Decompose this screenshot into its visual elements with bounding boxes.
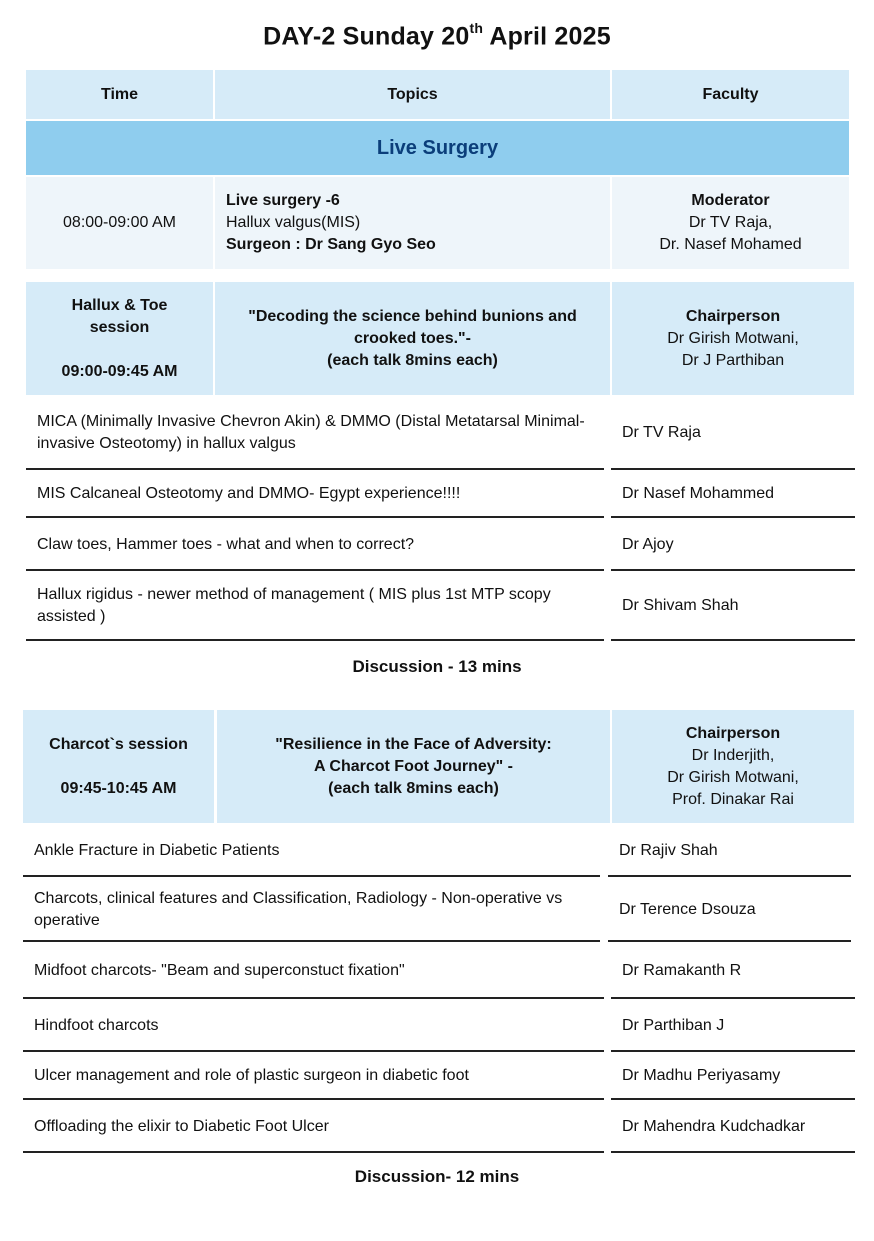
header-time — [26, 70, 213, 119]
charcot-chair-name-1: Dr Inderjith, — [691, 746, 775, 764]
hallux-session-name-1: Hallux & Toe — [71, 296, 168, 314]
header-topics-label: Topics — [387, 85, 438, 103]
charcot-session-time: 09:45-10:45 AM — [60, 779, 177, 797]
live-topic-surgeon: Surgeon : Dr Sang Gyo Seo — [226, 236, 436, 253]
table-row — [26, 573, 604, 641]
header-topics — [215, 70, 610, 119]
live-time-cell — [26, 177, 213, 269]
charcot-chair-name-3: Prof. Dinakar Rai — [672, 790, 794, 808]
title-text: DAY-2 Sunday 20 — [263, 22, 470, 51]
talk-faculty: Dr TV Raja — [622, 424, 701, 441]
talk-faculty: Dr Terence Dsouza — [619, 900, 756, 918]
talk-faculty-cell — [611, 472, 855, 518]
talk-topic: Ulcer management and role of plastic surgeon in diabetic foot — [34, 1067, 469, 1084]
live-time: 08:00-09:00 AM — [63, 214, 176, 231]
talk-faculty: Dr Nasef Mohammed — [622, 485, 775, 502]
talk-topic: Ankle Fracture in Diabetic Patients — [34, 841, 280, 859]
hallux-theme-3: (each talk 8mins each) — [327, 351, 498, 369]
live-faculty-cell — [612, 177, 849, 269]
charcot-theme-2: A Charcot Foot Journey" - — [314, 757, 513, 775]
live-topic-cell — [215, 177, 610, 269]
header-faculty — [612, 70, 849, 119]
header-time-label: Time — [100, 85, 139, 103]
live-faculty-role: Moderator — [691, 192, 770, 209]
table-row — [23, 944, 604, 999]
table-row — [23, 1054, 604, 1100]
talk-topic: Offloading the elixir to Diabetic Foot Ulcer — [34, 1117, 329, 1135]
talk-topic: Hindfoot charcots — [34, 1016, 159, 1034]
charcot-chair-role: Chairperson — [685, 724, 781, 742]
talk-topic: Claw toes, Hammer toes - what and when to correct? — [37, 535, 415, 553]
header-faculty-label: Faculty — [702, 85, 759, 103]
talk-faculty-cell — [611, 1102, 855, 1153]
hallux-theme-cell — [215, 282, 610, 395]
charcot-theme-1: "Resilience in the Face of Adversity: — [275, 735, 552, 753]
table-row — [23, 1001, 604, 1052]
talk-faculty-cell — [611, 1054, 855, 1100]
charcot-chair-name-2: Dr Girish Motwani, — [667, 768, 799, 786]
talk-topic: MIS Calcaneal Osteotomy and DMMO- Egypt experience!!!! — [37, 485, 461, 502]
talk-topic: MICA (Minimally Invasive Chevron Akin) & DMMO (Distal Metatarsal Minimal-invasive Osteotomy) in hallux valgus — [37, 413, 585, 452]
live-surgery-band — [26, 121, 849, 175]
table-row — [23, 826, 600, 877]
live-surgery-band-label: Live Surgery — [376, 136, 499, 159]
hallux-theme-1: "Decoding the science behind bunions and — [248, 307, 577, 325]
talk-faculty: Dr Shivam Shah — [622, 597, 739, 614]
talk-faculty-cell — [608, 826, 851, 877]
hallux-discussion: Discussion - 13 mins — [352, 657, 522, 676]
hallux-chair-name-1: Dr Girish Motwani, — [667, 329, 799, 347]
live-topic-detail: Hallux valgus(MIS) — [226, 214, 361, 231]
talk-faculty: Dr Mahendra Kudchadkar — [622, 1117, 806, 1135]
hallux-theme-2: crooked toes."- — [354, 329, 471, 347]
hallux-session-name-2: session — [89, 318, 150, 336]
talk-faculty-cell — [611, 573, 855, 641]
table-row — [26, 472, 604, 518]
talk-faculty-cell — [608, 879, 851, 942]
charcot-theme-3: (each talk 8mins each) — [328, 779, 499, 797]
talk-faculty-cell — [611, 398, 855, 470]
talk-topic: Charcots, clinical features and Classification, Radiology - Non-operative vs operative — [34, 889, 563, 929]
charcot-session-cell — [23, 710, 214, 823]
hallux-chair-role: Chairperson — [685, 307, 781, 325]
hallux-session-time: 09:00-09:45 AM — [61, 362, 178, 380]
talk-topic: Midfoot charcots- "Beam and superconstuct fixation" — [34, 961, 405, 979]
table-row — [23, 879, 600, 942]
charcot-session-name: Charcot`s session — [49, 735, 188, 753]
hallux-session-cell — [26, 282, 213, 395]
talk-topic: Hallux rigidus - newer method of management ( MIS plus 1st MTP scopy assisted ) — [37, 586, 551, 625]
table-row — [26, 520, 604, 571]
title-superscript: th — [469, 20, 484, 36]
talk-faculty: Dr Ramakanth R — [622, 961, 742, 979]
talk-faculty: Dr Ajoy — [622, 535, 674, 553]
talk-faculty-cell — [611, 944, 855, 999]
talk-faculty-cell — [611, 520, 855, 571]
hallux-chair-name-2: Dr J Parthiban — [681, 351, 785, 369]
live-topic-title: Live surgery -6 — [226, 192, 340, 209]
talk-faculty-cell — [611, 1001, 855, 1052]
page-title — [0, 22, 874, 51]
table-row — [26, 398, 604, 470]
talk-faculty: Dr Parthiban J — [622, 1016, 725, 1034]
charcot-discussion: Discussion- 12 mins — [354, 1167, 520, 1186]
charcot-theme-cell — [217, 710, 610, 823]
talk-faculty: Dr Madhu Periyasamy — [622, 1067, 781, 1084]
live-faculty-name-1: Dr TV Raja, — [688, 214, 773, 231]
title-text-rest: April 2025 — [483, 22, 611, 51]
talk-faculty: Dr Rajiv Shah — [619, 841, 718, 859]
charcot-chair-cell — [612, 710, 854, 823]
table-row — [23, 1102, 604, 1153]
hallux-chair-cell — [612, 282, 854, 395]
live-faculty-name-2: Dr. Nasef Mohamed — [659, 236, 802, 253]
